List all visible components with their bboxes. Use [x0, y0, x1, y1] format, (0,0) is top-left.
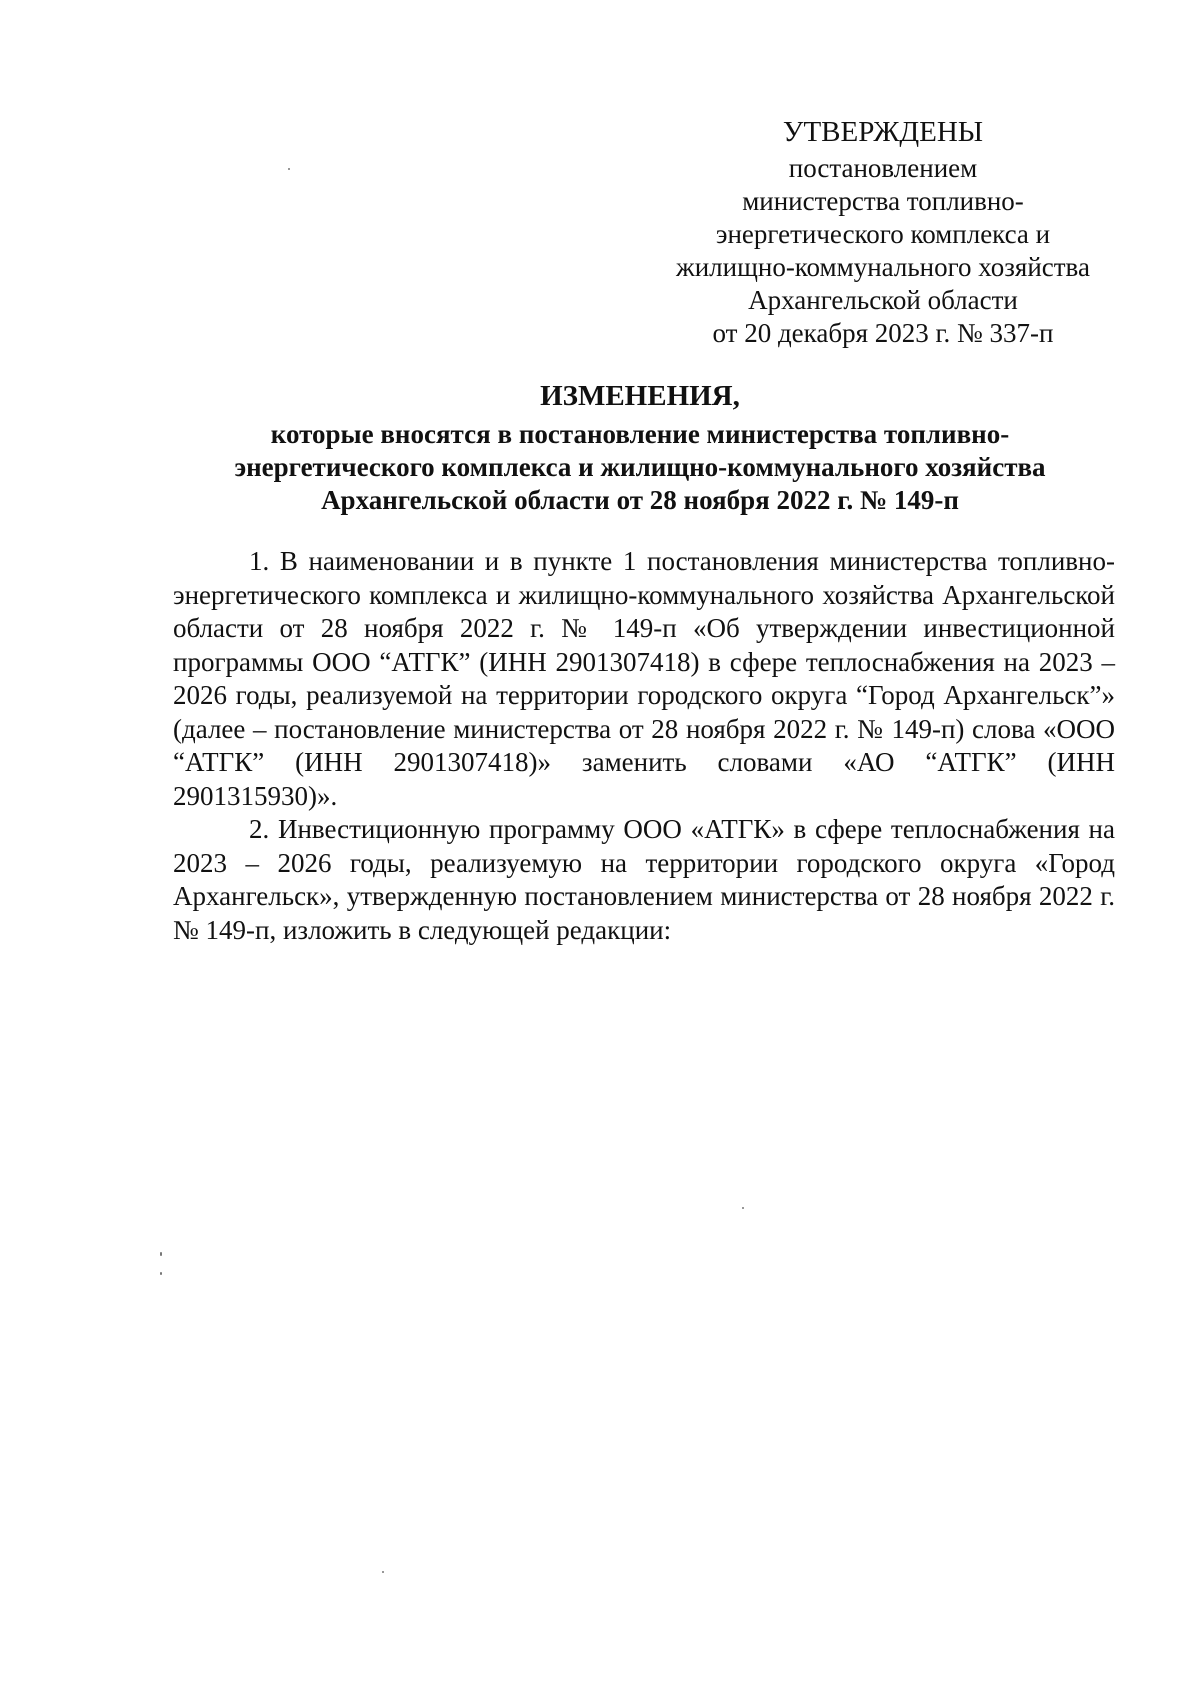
approval-line: Архангельской области [748, 285, 1018, 315]
scan-speck [160, 1252, 162, 1256]
title-main: ИЗМЕНЕНИЯ, [540, 380, 740, 412]
document-body [173, 545, 1115, 947]
paragraph-1: 1. В наименовании и в пункте 1 постановления министерства топливно-энергетического комплекса и жилищно-коммунального хозяйства Архангельской области от 28 ноября 2022 г. № 149-п «Об утверждении инвестиционной программы ООО “АТГК” (ИНН 2901307418) в сфере теплоснабжения на 2023 – 2026 годы, реализуемой на территории городского округа “Город Архангельск”» (далее – постановление министерства от 28 ноября 2022 г. № 149-п) слова «ООО “АТГК” (ИНН 2901307418)» заменить словами «АО “АТГК” (ИНН 2901315930)». [173, 546, 1115, 811]
paragraph-2: 2. Инвестиционную программу ООО «АТГК» в сфере теплоснабжения на 2023 – 2026 годы, реализуемую на территории городского округа «Город Архангельск», утвержденную постановлением министерства от 28 ноября 2022 г. № 149-п, изложить в следующей редакции: [173, 814, 1115, 945]
document-title [160, 378, 1120, 517]
approval-block [648, 114, 1118, 350]
approval-line: жилищно-коммунального хозяйства [676, 252, 1090, 282]
approval-line: министерства топливно- [742, 186, 1024, 216]
title-line: которые вносятся в постановление министерства топливно- [270, 419, 1010, 449]
approval-line: от 20 декабря 2023 г. № 337-п [712, 318, 1054, 348]
approval-line: энергетического комплекса и [715, 219, 1051, 249]
scan-speck [288, 168, 290, 170]
scan-speck [742, 1207, 744, 1209]
approval-heading: УТВЕРЖДЕНЫ [782, 116, 984, 148]
approval-line: постановлением [788, 153, 978, 183]
title-line: Архангельской области от 28 ноября 2022 г. № 149-п [321, 485, 959, 515]
title-line: энергетического комплекса и жилищно-коммунального хозяйства [234, 452, 1046, 482]
scan-speck [382, 1571, 384, 1573]
scan-speck [160, 1272, 162, 1275]
